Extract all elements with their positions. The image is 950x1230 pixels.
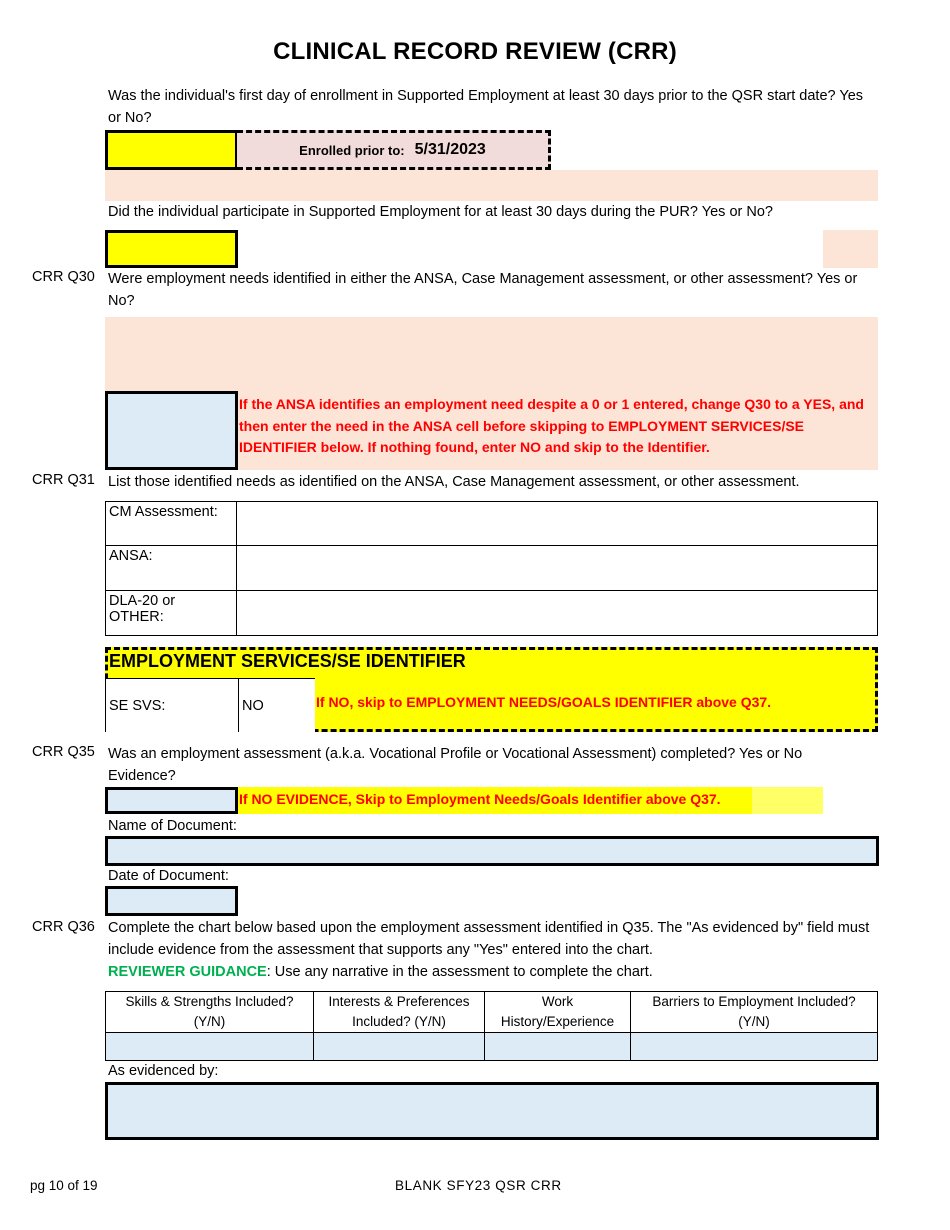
se-svs-value[interactable]: NO <box>239 678 315 732</box>
q30-text: Were employment needs identified in either the ANSA, Case Management assessment, or other assessment? Yes or No? <box>108 271 858 309</box>
footer-doc-name: BLANK SFY23 QSR CRR <box>395 1178 562 1193</box>
reviewer-guidance <box>108 961 653 983</box>
participation-question-text: Did the individual participate in Supported Employment for at least 30 days during the PUR? Yes or No? <box>108 204 773 220</box>
enrolled-prior-date: 5/31/2023 <box>414 141 486 158</box>
se-identifier-instruction: If NO, skip to EMPLOYMENT NEEDS/GOALS IDENTIFIER above Q37. <box>316 694 772 710</box>
chart-value-work-history[interactable] <box>485 1033 631 1060</box>
reviewer-guidance-label: REVIEWER GUIDANCE <box>108 964 267 980</box>
needs-row-value-ansa[interactable] <box>237 546 877 591</box>
enrollment-peach-band <box>105 170 878 201</box>
se-identifier-box <box>105 647 878 732</box>
q35-instruction: If NO EVIDENCE, Skip to Employment Needs/Goals Identifier above Q37. <box>239 791 721 807</box>
chart-header-work-history: Work History/Experience <box>485 992 631 1033</box>
needs-row-value-cm[interactable] <box>237 502 877 546</box>
doc-name-label: Name of Document: <box>108 818 237 834</box>
chart-header-skills: Skills & Strengths Included? (Y/N) <box>106 992 314 1033</box>
doc-date-field[interactable] <box>105 886 238 916</box>
se-svs-label: SE SVS: <box>105 678 239 732</box>
evidence-field[interactable] <box>105 1082 879 1140</box>
q36-text: Complete the chart below based upon the employment assessment identified in Q35. The "As evidenced by" field must include evidence from the assessment that supports any "Yes" entered into the chart. <box>108 920 870 958</box>
enrollment-answer-field[interactable] <box>105 130 238 170</box>
q31-text: List those identified needs as identified on the ANSA, Case Management assessment, or other assessment. <box>108 474 800 490</box>
doc-date-label: Date of Document: <box>108 868 229 884</box>
q35-text: Was an employment assessment (a.k.a. Vocational Profile or Vocational Assessment) completed? Yes or No Evidence? <box>108 746 803 784</box>
chart-header-interests: Interests & Preferences Included? (Y/N) <box>314 992 485 1033</box>
chart-header-barriers: Barriers to Employment Included? (Y/N) <box>631 992 877 1033</box>
enrolled-prior-box <box>237 130 551 170</box>
q31-label: CRR Q31 <box>32 472 95 488</box>
q30-answer-field[interactable] <box>105 391 238 470</box>
page-title: CLINICAL RECORD REVIEW (CRR) <box>273 38 677 65</box>
q30-instruction: If the ANSA identifies an employment need despite a 0 or 1 entered, change Q30 to a YES, and then enter the need in the ANSA cell before skipping to EMPLOYMENT SERVICES/SE IDENTIFIER below. If nothing found, enter NO and skip to the Identifier. <box>239 396 864 455</box>
q36-label: CRR Q36 <box>32 919 95 935</box>
q36-chart-table <box>105 991 878 1061</box>
q31-needs-table <box>105 501 878 636</box>
reviewer-guidance-text: : Use any narrative in the assessment to complete the chart. <box>266 964 653 980</box>
participation-answer-field[interactable] <box>105 230 238 268</box>
chart-value-interests[interactable] <box>314 1033 485 1060</box>
needs-row-label-dla20: DLA-20 or OTHER: <box>106 591 237 635</box>
se-identifier-heading: EMPLOYMENT SERVICES/SE IDENTIFIER <box>109 651 466 671</box>
needs-row-value-dla20[interactable] <box>237 591 877 635</box>
enrollment-question-text: Was the individual's first day of enrollment in Supported Employment at least 30 days prior to the QSR start date? Yes or No? <box>108 88 864 126</box>
evidence-label: As evidenced by: <box>108 1063 219 1079</box>
chart-value-barriers[interactable] <box>631 1033 877 1060</box>
chart-value-skills[interactable] <box>106 1033 314 1060</box>
doc-name-field[interactable] <box>105 836 879 866</box>
q35-label: CRR Q35 <box>32 744 95 760</box>
q30-label: CRR Q30 <box>32 269 95 285</box>
q35-instruction-bg-right <box>752 787 823 814</box>
q35-answer-field[interactable] <box>105 787 238 814</box>
footer-page-number: pg 10 of 19 <box>30 1178 98 1193</box>
participation-peach-cell <box>823 230 878 268</box>
enrolled-prior-label: Enrolled prior to: <box>299 142 405 158</box>
needs-row-label-ansa: ANSA: <box>106 546 237 591</box>
needs-row-label-cm: CM Assessment: <box>106 502 237 546</box>
